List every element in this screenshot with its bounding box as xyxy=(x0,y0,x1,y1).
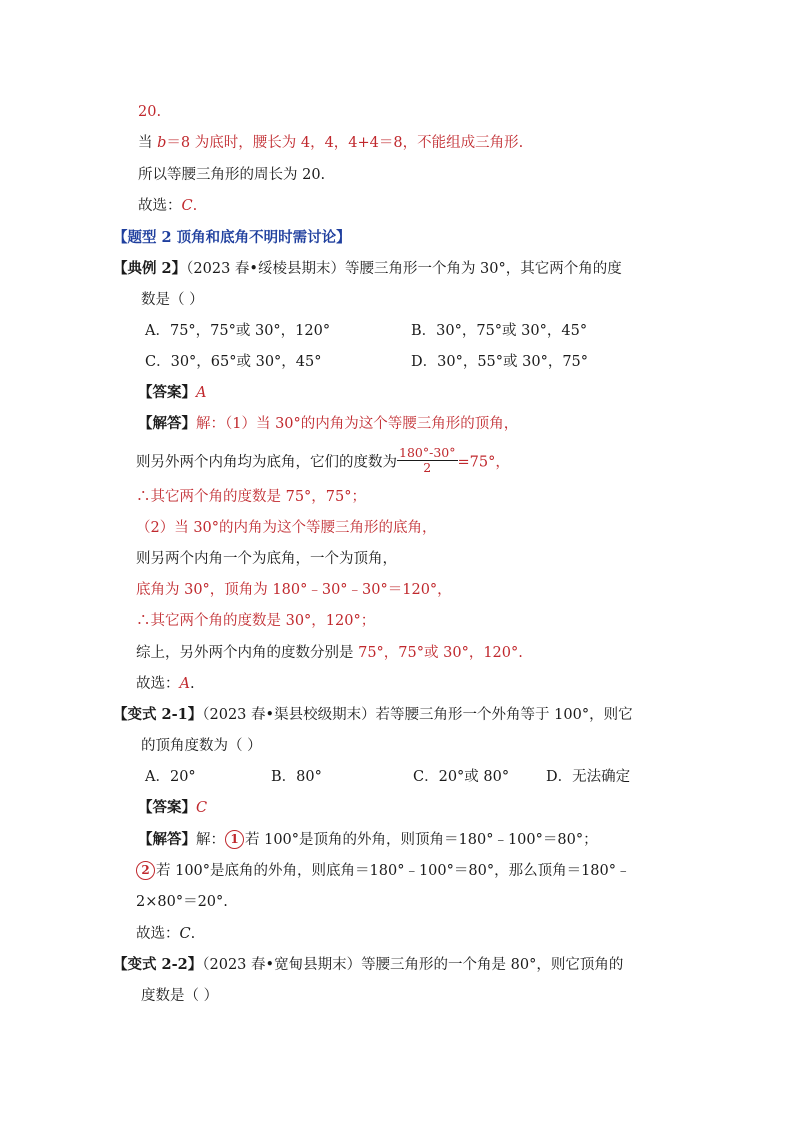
solution-line: ∴其它两个角的度数是 30°，120°； xyxy=(136,613,376,629)
solution-text: . xyxy=(189,676,195,692)
option-b: B．30°，75°或 30°，45° xyxy=(411,323,588,339)
text-span: 当 xyxy=(138,135,158,151)
solution-line: 则另两个内角一个为底角，一个为顶角， xyxy=(136,551,397,567)
solution-text: . xyxy=(190,926,196,942)
question-tag: 【变式 2-2】 xyxy=(113,956,203,973)
option-b: B．80° xyxy=(271,769,322,785)
question-line: 度数是（ ） xyxy=(141,988,219,1004)
solution-text: 综上，另外两个内角的度数分别是 xyxy=(136,645,359,661)
option-d: D．无法确定 xyxy=(546,769,631,785)
answer-tag: 【答案】 xyxy=(138,799,196,816)
question-text: （2023 春•宽甸县期末）等腰三角形的一个角是 80°，则它顶角的 xyxy=(202,957,624,973)
solution-line xyxy=(136,674,195,694)
solution-text: 解： xyxy=(196,832,225,848)
solution-text: 75°，75°或 30°，120°. xyxy=(358,645,523,661)
fraction xyxy=(397,446,458,475)
option-c: C．30°，65°或 30°，45° xyxy=(145,354,322,370)
question-line: 数是（ ） xyxy=(141,292,204,308)
solution-line xyxy=(138,414,518,434)
question-tag: 【变式 2-1】 xyxy=(113,706,203,723)
circled-number: 2 xyxy=(136,861,155,880)
solution-text: 若 100°是底角的外角，则底角＝180°﹣100°＝80°，那么顶角＝180°﹣ xyxy=(156,863,631,879)
solution-text: 解：（1）当 30°的内角为这个等腰三角形的顶角， xyxy=(196,416,519,432)
text-span: 故选： xyxy=(138,198,182,214)
question-text: （2023 春•绥棱县期末）等腰三角形一个角为 30°，其它两个角的度 xyxy=(186,261,622,277)
answer-tag: 【答案】 xyxy=(138,384,196,401)
solution-line xyxy=(136,643,523,663)
solution-line xyxy=(136,445,510,477)
answer-letter: A xyxy=(179,676,190,692)
question-line xyxy=(113,705,633,725)
question-line: 的顶角度数为（ ） xyxy=(141,738,262,754)
solution-line xyxy=(136,861,631,881)
section-heading: 【题型 2 顶角和底角不明时需讨论】 xyxy=(113,229,351,246)
circled-number: 1 xyxy=(225,830,244,849)
solution-line: 2×80°＝20°. xyxy=(136,894,228,910)
solution-line: （2）当 30°的内角为这个等腰三角形的底角， xyxy=(136,520,437,536)
text-line xyxy=(138,196,197,216)
solution-text: 故选： xyxy=(136,676,180,692)
variable: b xyxy=(157,135,167,151)
fraction-numerator: 180°-30° xyxy=(399,445,456,460)
text-span: ＝8 为底时，腰长为 4，4，4+4＝8，不能组成三角形. xyxy=(166,135,524,151)
solution-line: ∴其它两个角的度数是 75°，75°； xyxy=(136,489,367,505)
question-line xyxy=(113,259,622,279)
option-a: A．20° xyxy=(145,769,196,785)
option-d: D．30°，55°或 30°，75° xyxy=(411,354,589,370)
question-line xyxy=(113,955,623,975)
text-line: 20. xyxy=(138,104,162,120)
answer-line xyxy=(138,798,207,818)
question-tag: 【典例 2】 xyxy=(113,260,187,277)
fraction-denominator: 2 xyxy=(423,460,432,475)
solution-text: 故选： xyxy=(136,926,180,942)
solution-tag: 【解答】 xyxy=(138,831,196,848)
solution-line xyxy=(136,924,195,944)
option-c: C．20°或 80° xyxy=(413,769,510,785)
solution-line xyxy=(138,830,598,850)
text-span: . xyxy=(192,198,198,214)
solution-tag: 【解答】 xyxy=(138,415,196,432)
solution-line: 底角为 30°，顶角为 180°﹣30°﹣30°＝120°， xyxy=(136,582,452,598)
solution-text: =75°， xyxy=(457,454,510,471)
solution-text: 若 100°是顶角的外角，则顶角＝180°﹣100°＝80°； xyxy=(245,832,598,848)
answer-line xyxy=(138,383,206,403)
answer-letter: C xyxy=(196,800,208,816)
answer-letter: C xyxy=(179,926,191,942)
solution-text: 则另外两个内角均为底角，它们的度数为 xyxy=(136,454,397,471)
answer-letter: C xyxy=(181,198,193,214)
answer-letter: A xyxy=(196,385,207,401)
text-line: 所以等腰三角形的周长为 20. xyxy=(138,167,326,183)
question-text: （2023 春•渠县校级期末）若等腰三角形一个外角等于 100°，则它 xyxy=(202,707,633,723)
text-line xyxy=(138,133,523,153)
option-a: A．75°，75°或 30°，120° xyxy=(145,323,331,339)
